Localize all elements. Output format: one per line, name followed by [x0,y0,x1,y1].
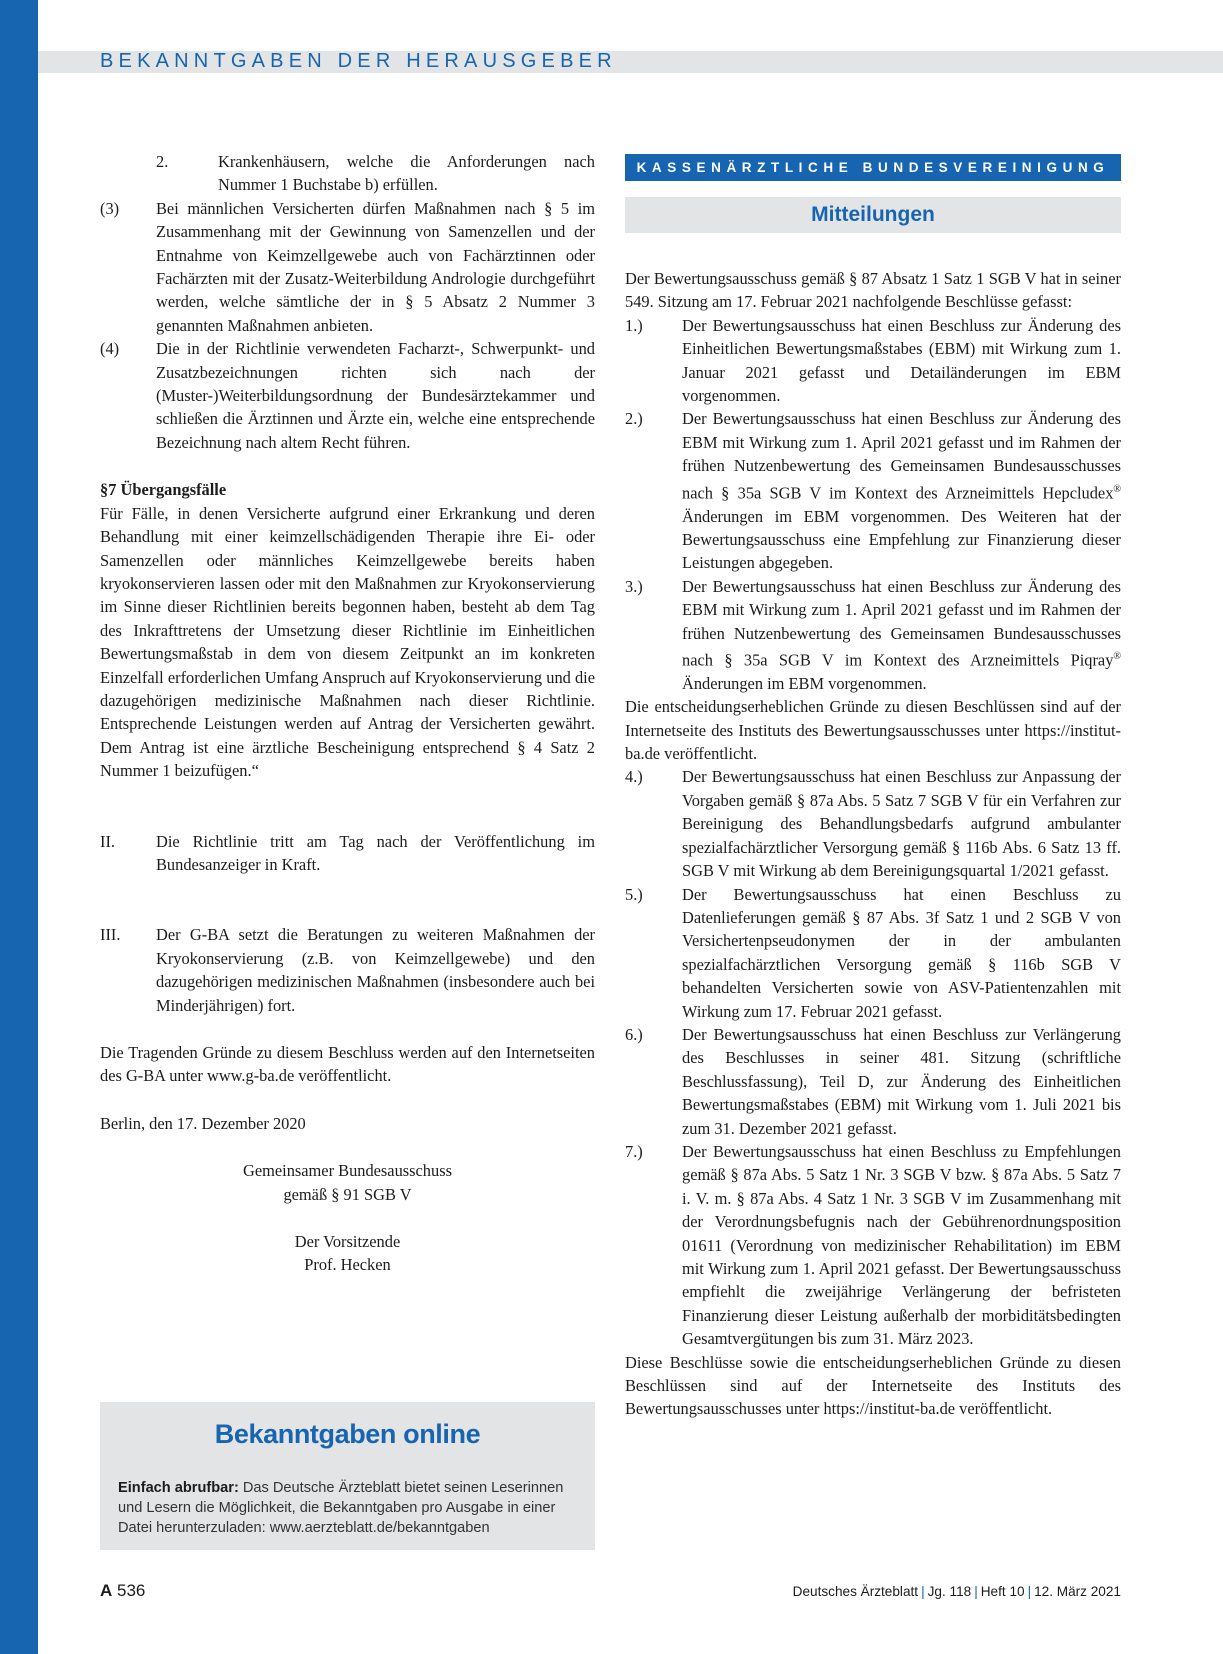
decision-number: 1.) [625,315,643,335]
decision-text: Der Bewertungsausschuss hat einen Beschluss zur Änderung des Einheitlichen Bewertungsmaßstabes (EBM) mit Wirkung zum 1. Januar 2021 gefasst und Detailänderungen im EBM vorgenommen. [682,315,1121,406]
signature-line: Der Vorsitzende [294,1232,401,1252]
sub-item-2 [100,150,595,197]
roman-text: Die Richtlinie tritt am Tag nach der Veröffentlichung im Bundesanzeiger in Kraft. [156,831,595,874]
signature-line: Prof. Hecken [304,1255,391,1275]
roman-text: Der G-BA setzt die Beratungen zu weiteren Maßnahmen der Kryokonservierung (z.B. von Keimzellgewebe) und den dazugehörigen medizinischen Maßnahmen (insbesondere auch bei Minderjährigen) fort. [156,925,595,1015]
decision-item [625,1140,1121,1351]
signature-body [100,1159,595,1277]
paragraph-4 [100,337,595,454]
decision-number: 3.) [625,576,643,596]
signature-line: Gemeinsamer Bundesausschuss [243,1161,452,1181]
organization-bar: KASSENÄRZTLICHE BUNDESVEREINIGUNG [625,154,1121,181]
sub-item-text: Krankenhäusern, welche die Anforderungen nach Nummer 1 Buchstabe b) erfüllen. [218,152,595,195]
decision-text: Der Bewertungsausschuss hat einen Beschluss zu Empfehlungen gemäß § 87a Abs. 5 Satz 1 Nr. 3 SGB V bzw. § 87a Abs. 5 Satz 7 i. V. m. § 87a Abs. 4 Satz 1 Nr. 3 SGB V im Zusammenhang mit der Verordnungsbefugnis nach der Gebührenordnungsposition 01611 (Verordnung von medizinischer Rehabilitation) im EBM mit Wirkung zum 1. April 2021 gefasst. Der Bewertungsausschuss empfiehlt die zweijährige Verlängerung der befristeten Finanzierung dieser Leistung außerhalb der morbiditätsbedingten Gesamtvergütungen bis zum 31. März 2023. [682,1141,1121,1349]
journal-issue: Heft 10 [980,1584,1025,1599]
decision-item [625,407,1121,574]
online-notice-text [118,1478,578,1538]
journal-date: 12. März 2021 [1034,1584,1121,1599]
subsection-bar: Mitteilungen [625,197,1121,233]
decision-text: Der Bewertungsausschuss hat einen Beschluss zur Anpassung der Vorgaben gemäß § 87a Abs. 5 Satz 7 SGB V für ein Verfahren zur Bereinigung des Behandlungsbedarfs aufgrund ambulanter spezialfachärztlicher Versorgung gemäß § 116b Abs. 6 Satz 13 ff. SGB V mit Wirkung ab dem Bereinigungsquartal 1/2021 gefasst. [682,767,1121,881]
decision-text: Der Bewertungsausschuss hat einen Beschluss zur Änderung des EBM mit Wirkung zum 1. April 2021 gefasst und im Rahmen der frühen Nutzenbewertung des Gemeinsamen Bundesausschusses nach § 35a SGB V im Kontext des Arzneimittels Piqray® Änderungen im EBM vorgenommen. [682,576,1121,693]
decision-item [625,314,1121,408]
roman-number: II. [100,831,116,851]
decision-text: Der Bewertungsausschuss hat einen Beschluss zur Verlängerung des Beschlusses in seiner 481. Sitzung (schriftliche Beschlussfassung), Teil D, zur Änderung des Einheitlichen Bewertungsmaßstabes (EBM) mit Wirkung vom 1. Juli 2021 bis zum 31. Dezember 2021 gefasst. [682,1024,1121,1138]
journal-volume: Jg. 118 [927,1584,972,1599]
decision-number: 7.) [625,1141,643,1161]
right-column [625,267,1121,1421]
journal-info: Deutsches Ärzteblatt | Jg. 118 | Heft 10 | 12. März 2021 [792,1584,1121,1599]
decision-number: 5.) [625,884,643,904]
registered-mark: ® [1113,483,1121,495]
online-notice-title: Bekanntgaben online [214,1419,481,1449]
intro-text: Der Bewertungsausschuss gemäß § 87 Absatz 1 Satz 1 SGB V hat in seiner 549. Sitzung am 17. Februar 2021 nachfolgende Beschlüsse gefasst: [625,269,1121,312]
online-notice-lead: Einfach abrufbar: [118,1480,239,1496]
decision-number: 4.) [625,767,643,787]
paragraph-text: Bei männlichen Versicherten dürfen Maßnahmen nach § 5 im Zusammenhang mit der Gewinnung von Samenzellen und der Entnahme von Keimzellgewebe auch von Fachärztinnen oder Fachärzten mit der Zusatz-Weiterbildung Andrologie durchgeführt werden, welche sämtliche der in § 5 Absatz 2 Nummer 3 genannten Maßnahmen anbieten. [156,198,595,335]
decision-item [625,1023,1121,1140]
paragraph-3 [100,197,595,337]
decision-number: 6.) [625,1024,643,1044]
page-number: A 536 [100,1581,146,1600]
left-column [100,150,595,1277]
page-section-title: BEKANNTGABEN DER HERAUSGEBER [100,50,617,72]
paragraph-number: (3) [100,198,120,218]
section-text: Für Fälle, in denen Versicherte aufgrund einer Erkrankung und deren Behandlung mit einer keimzellschädigenden Therapie ihre Ei- oder Samenzellen oder männliches Keimzellgewebe bereits haben kryokonservieren lassen oder mit den Maßnahmen zur Kryokonservierung im Sinne dieser Richtlinien bereits begonnen haben, besteht ab dem Tag des Inkrafttretens der Umsetzung dieser Richtlinie im Einheitlichen Bewertungsmaßstab in dem von diesem Zeitpunkt an im konkreten Einzelfall erforderlichen Umfang Anspruch auf Kryokonservierung und die dazugehörigen medizinische Maßnahmen nach dieser Richtlinie. Entsprechende Leistungen werden auf Antrag der Versicherten gewährt. Dem Antrag ist eine ärztliche Bescheinigung entsprechend § 4 Satz 2 Nummer 1 beizufügen.“ [100,503,595,781]
roman-item-2 [100,830,595,877]
online-notice-body: Das Deutsche Ärzteblatt bietet seinen Leserinnen und Lesern die Möglichkeit, die Bekanntgaben pro Ausgabe in einer Datei herunterzuladen: www.aerzteblatt.de/bekanntgaben [118,1480,564,1536]
left-edge-bar [0,0,38,1654]
roman-number: III. [100,925,121,945]
paragraph-text: Die in der Richtlinie verwendeten Facharzt-, Schwerpunkt- und Zusatzbezeichnungen richten sich nach der (Muster-)Weiterbildungsordnung der Bundesärztekammer und schließen die Ärztinnen und Ärzte ein, welche eine entsprechende Bezeichnung nach altem Recht führen. [156,339,595,452]
online-notice-box [100,1402,595,1550]
closing-text: Diese Beschlüsse sowie die entscheidungserheblichen Gründe zu diesen Beschlüssen sind auf der Internetseite des Instituts des Bewertungsausschusses unter https://institut-ba.de veröffentlicht. [625,1352,1121,1419]
decision-text: Der Bewertungsausschuss hat einen Beschluss zur Änderung des EBM mit Wirkung zum 1. April 2021 gefasst und im Rahmen der frühen Nutzenbewertung des Gemeinsamen Bundesausschusses nach § 35a SGB V im Kontext des Arzneimittels Hepcludex® Änderungen im EBM vorgenommen. Des Weiteren hat der Bewertungsausschuss eine Empfehlung zur Finanzierung dieser Leistungen abgegeben. [682,409,1121,573]
decision-item [625,575,1121,696]
journal-name: Deutsches Ärzteblatt [792,1584,919,1599]
decision-item [625,883,1121,1023]
roman-item-3 [100,923,595,1017]
section-heading: §7 Übergangsfälle [100,480,227,500]
decision-number: 2.) [625,409,643,429]
registered-mark: ® [1113,650,1121,662]
reasons-notice: Die entscheidungserheblichen Gründe zu diesen Beschlüssen sind auf der Internetseite des Instituts des Bewertungsausschusses unter https://institut-ba.de veröffentlicht. [625,697,1121,764]
decision-text: Der Bewertungsausschuss hat einen Beschluss zu Datenlieferungen gemäß § 87 Abs. 3f Satz 1 und 2 SGB V von Versichertenpseudonymen der in der ambulanten spezialfachärztlichen Versorgung gemäß § 116b SGB V behandelten Versicherten sowie von ASV-Patientenzahlen mit Wirkung zum 17. Februar 2021 gefasst. [682,884,1121,1021]
paragraph-number: (4) [100,339,120,359]
decision-item [625,765,1121,882]
signature-line: gemäß § 91 SGB V [283,1184,412,1204]
place-date: Berlin, den 17. Dezember 2020 [100,1113,306,1133]
sub-item-number: 2. [156,152,169,171]
reasons-text: Die Tragenden Gründe zu diesem Beschluss werden auf den Internetseiten des G-BA unter www.g-ba.de veröffentlicht. [100,1043,595,1086]
